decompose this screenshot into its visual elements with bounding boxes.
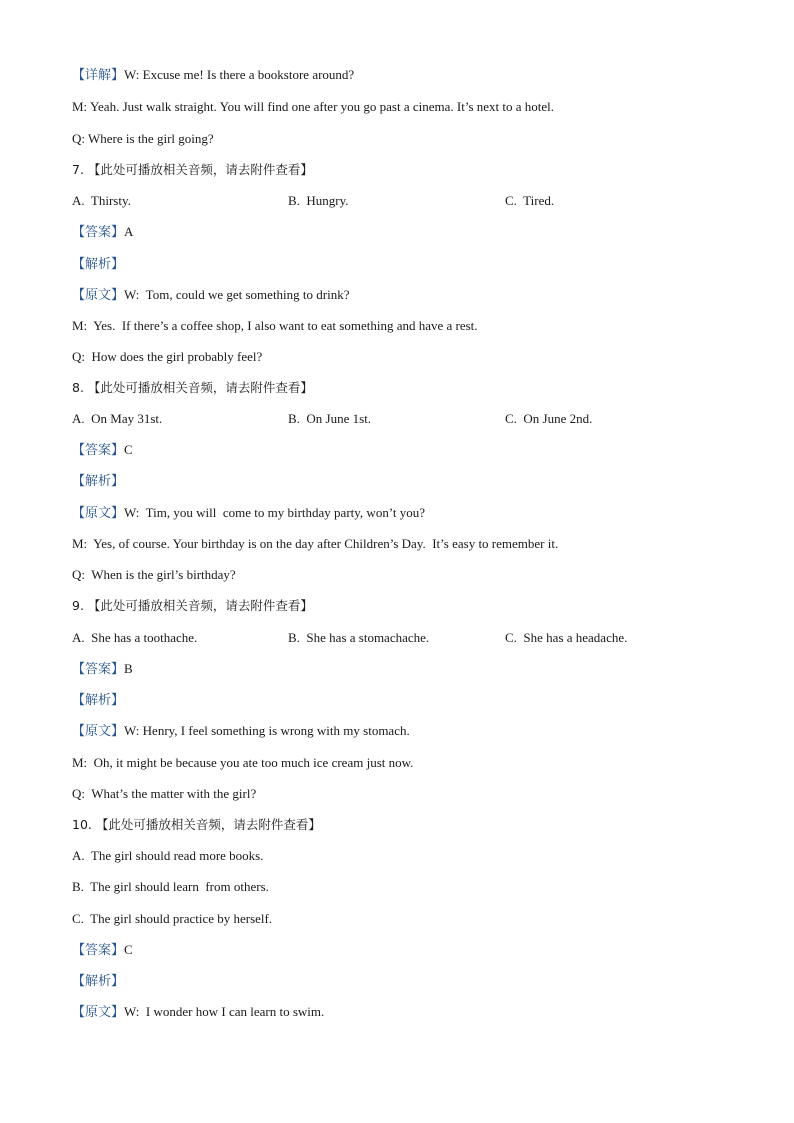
question-number: 8. xyxy=(72,380,84,395)
transcript-text: W: Henry, I feel something is wrong with my stomach. xyxy=(124,723,410,738)
transcript-line xyxy=(72,1004,324,1020)
option-a: A. She has a toothache. xyxy=(72,630,198,645)
option-b: B. She has a stomachache. xyxy=(288,630,430,645)
transcript-line: M: Yes. If there’s a coffee shop, I also want to eat something and have a rest. xyxy=(72,318,478,333)
transcript-tag: 【原文】 xyxy=(72,1004,125,1019)
audio-prompt: 【此处可播放相关音频，请去附件查看】 xyxy=(87,598,313,613)
answer-line xyxy=(72,942,133,958)
question-number: 10. xyxy=(72,817,92,832)
question-number: 7. xyxy=(72,162,84,177)
option-b: B. The girl should learn from others. xyxy=(72,879,269,894)
audio-prompt: 【此处可播放相关音频，请去附件查看】 xyxy=(87,380,313,395)
answer-line xyxy=(72,442,133,458)
answer-tag: 【答案】 xyxy=(72,661,125,676)
answer-tag: 【答案】 xyxy=(72,442,125,457)
transcript-text: W: I wonder how I can learn to swim. xyxy=(124,1004,325,1019)
detail-text: W: Excuse me! Is there a bookstore around? xyxy=(124,67,355,82)
detail-line xyxy=(72,67,354,83)
analysis-tag: 【解析】 xyxy=(72,256,125,271)
transcript-text: W: Tim, you will come to my birthday party, won’t you? xyxy=(124,505,426,520)
answer-value: B xyxy=(124,661,133,676)
transcript-tag: 【原文】 xyxy=(72,723,125,738)
transcript-line: Q: When is the girl’s birthday? xyxy=(72,567,236,582)
transcript-line: M: Yes, of course. Your birthday is on the day after Children’s Day. It’s easy to remember it. xyxy=(72,536,559,551)
transcript-tag: 【原文】 xyxy=(72,505,125,520)
question-8-header xyxy=(72,380,313,396)
question-line: Q: Where is the girl going? xyxy=(72,131,214,146)
transcript-line: M: Oh, it might be because you ate too much ice cream just now. xyxy=(72,755,414,770)
answer-value: A xyxy=(124,224,134,239)
option-a: A. Thirsty. xyxy=(72,193,131,208)
question-10-header xyxy=(72,817,321,833)
transcript-line xyxy=(72,723,410,739)
option-a: A. On May 31st. xyxy=(72,411,163,426)
answer-value: C xyxy=(124,442,133,457)
option-a: A. The girl should read more books. xyxy=(72,848,264,863)
answer-value: C xyxy=(124,942,133,957)
transcript-line: Q: What’s the matter with the girl? xyxy=(72,786,257,801)
option-c: C. She has a headache. xyxy=(505,630,628,645)
answer-tag: 【答案】 xyxy=(72,224,125,239)
transcript-line: Q: How does the girl probably feel? xyxy=(72,349,263,364)
transcript-tag: 【原文】 xyxy=(72,287,125,302)
dialogue-line: M: Yeah. Just walk straight. You will find one after you go past a cinema. It’s next to a hotel. xyxy=(72,99,555,114)
transcript-line xyxy=(72,287,349,303)
transcript-line xyxy=(72,505,425,521)
option-b: B. Hungry. xyxy=(288,193,349,208)
option-b: B. On June 1st. xyxy=(288,411,372,426)
analysis-tag: 【解析】 xyxy=(72,973,125,988)
answer-tag: 【答案】 xyxy=(72,942,125,957)
transcript-text: W: Tom, could we get something to drink? xyxy=(124,287,350,302)
question-9-header xyxy=(72,598,313,614)
question-7-header xyxy=(72,162,313,178)
audio-prompt: 【此处可播放相关音频，请去附件查看】 xyxy=(95,817,321,832)
detail-tag: 【详解】 xyxy=(72,67,125,82)
answer-line xyxy=(72,224,133,240)
analysis-tag: 【解析】 xyxy=(72,692,125,707)
option-c: C. Tired. xyxy=(505,193,555,208)
analysis-tag: 【解析】 xyxy=(72,473,125,488)
answer-line xyxy=(72,661,133,677)
option-c: C. On June 2nd. xyxy=(505,411,593,426)
audio-prompt: 【此处可播放相关音频，请去附件查看】 xyxy=(87,162,313,177)
question-number: 9. xyxy=(72,598,84,613)
option-c: C. The girl should practice by herself. xyxy=(72,911,273,926)
